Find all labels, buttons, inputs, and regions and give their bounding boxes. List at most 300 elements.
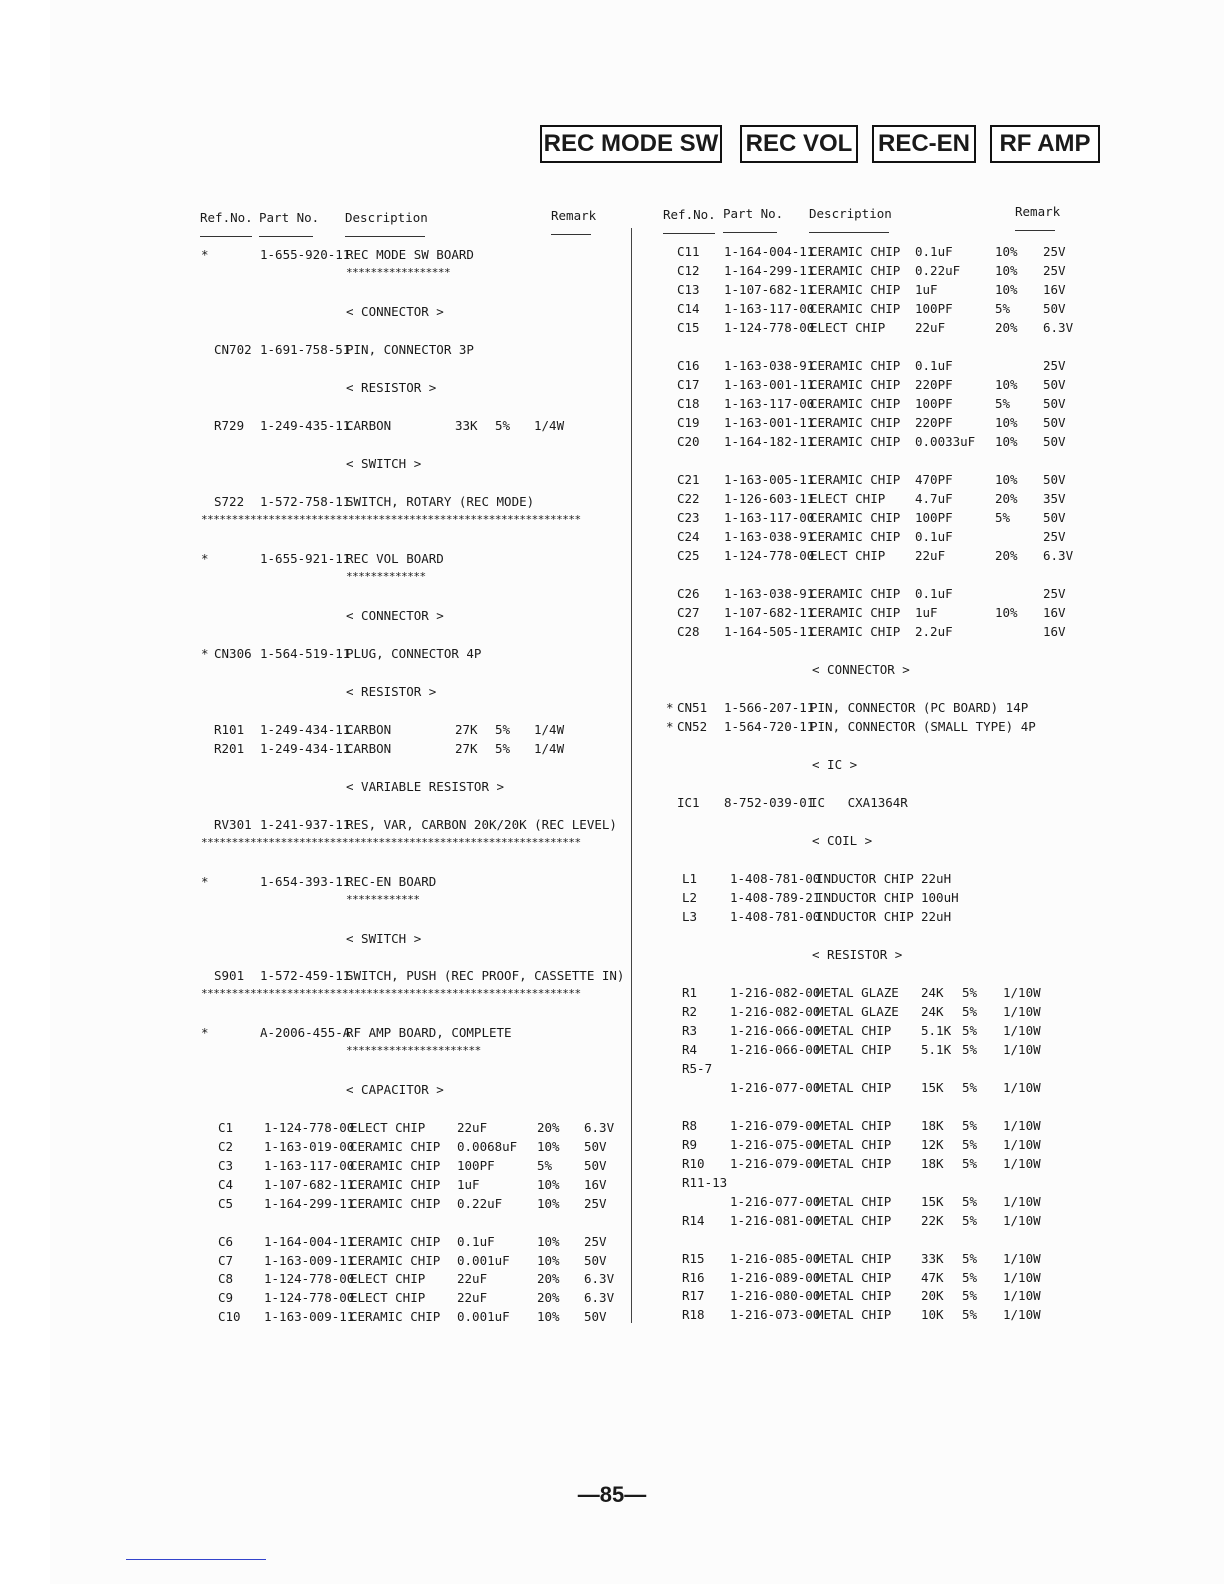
part-part: 1-124-778-00: [264, 1271, 355, 1286]
part-desc: PIN, CONNECTOR 3P: [346, 342, 474, 357]
part-rating: 1/10W: [1003, 1004, 1041, 1019]
section-heading-label: < CONNECTOR >: [346, 304, 444, 319]
part-val: 0.1uF: [915, 586, 953, 601]
part-tol: 5%: [962, 1307, 978, 1322]
part-ref: R17: [682, 1288, 705, 1303]
part-ref: IC1: [677, 795, 700, 810]
part-ref: L1: [682, 871, 698, 886]
part-rating: 1/10W: [1003, 1137, 1041, 1152]
part-mark: *: [201, 551, 209, 566]
section-heading-label: < CAPACITOR >: [346, 1082, 444, 1097]
part-rating: 1/10W: [1003, 985, 1041, 1000]
part-rating: 1/10W: [1003, 1042, 1041, 1057]
part-val: 0.0033uF: [915, 434, 976, 449]
part-tol: 10%: [537, 1309, 560, 1324]
part-part: 1-126-603-11: [724, 491, 815, 506]
part-val: 0.001uF: [457, 1253, 510, 1268]
tab-rec-mode-sw: REC MODE SW: [540, 125, 722, 163]
part-ref: R729: [214, 418, 245, 433]
part-val: 22uF: [915, 320, 946, 335]
part-ref: C12: [677, 263, 700, 278]
part-val: 0.1uF: [915, 358, 953, 373]
part-part: 1-124-778-00: [264, 1120, 355, 1135]
part-rating: 1/10W: [1003, 1194, 1041, 1209]
part-rating: 25V: [1043, 586, 1066, 601]
part-ref: C21: [677, 472, 700, 487]
part-tol: 5%: [995, 396, 1011, 411]
part-part: 1-107-682-11: [724, 605, 815, 620]
section-heading-label: < RESISTOR >: [812, 947, 903, 962]
part-rating: 1/10W: [1003, 1156, 1041, 1171]
part-rating: 50V: [1043, 301, 1066, 316]
tab-rec-vol: REC VOL: [740, 125, 858, 163]
part-desc: METAL CHIP: [816, 1288, 892, 1303]
part-desc: SWITCH, PUSH (REC PROOF, CASSETTE IN): [346, 968, 625, 983]
part-ref: C26: [677, 586, 700, 601]
part-desc: CERAMIC CHIP: [810, 244, 901, 259]
part-val: 27K: [455, 722, 478, 737]
part-tol: 10%: [537, 1177, 560, 1192]
part-desc: METAL CHIP: [816, 1023, 892, 1038]
part-ref: C1: [218, 1120, 234, 1135]
part-part: 1-216-085-00: [730, 1251, 821, 1266]
part-desc: ELECT CHIP: [810, 548, 886, 563]
part-part: 8-752-039-01: [724, 795, 815, 810]
part-rating: 1/4W: [534, 741, 565, 756]
part-part: 1-163-117-00: [264, 1158, 355, 1173]
part-val: 0.1uF: [457, 1234, 495, 1249]
left-header-rule-ref: [200, 236, 252, 237]
part-desc: METAL CHIP: [816, 1194, 892, 1209]
part-val: 22uF: [457, 1120, 488, 1135]
section-heading-label: < COIL >: [812, 833, 873, 848]
part-val: 5.1K: [921, 1023, 952, 1038]
part-val: 0.1uF: [915, 244, 953, 259]
part-part: 1-124-778-00: [724, 320, 815, 335]
part-tol: 5%: [962, 1004, 978, 1019]
part-tol: 10%: [995, 282, 1018, 297]
part-rating: 6.3V: [584, 1271, 615, 1286]
part-mark: *: [666, 700, 674, 715]
right-header-rule-part: [723, 232, 777, 233]
part-ref: CN306: [214, 646, 252, 661]
part-ref: C6: [218, 1234, 234, 1249]
part-desc: ELECT CHIP: [350, 1120, 426, 1135]
part-tol: 20%: [537, 1271, 560, 1286]
part-val: 4.7uF: [915, 491, 953, 506]
part-part: 1-124-778-00: [724, 548, 815, 563]
part-ref: CN702: [214, 342, 252, 357]
part-rating: 1/10W: [1003, 1118, 1041, 1133]
part-val: 24K: [921, 1004, 944, 1019]
part-part: 1-408-781-00: [730, 871, 821, 886]
part-rating: 25V: [1043, 529, 1066, 544]
part-desc: CERAMIC CHIP: [810, 605, 901, 620]
part-ref: CN52: [677, 719, 708, 734]
part-val: 100PF: [915, 510, 953, 525]
part-part: 1-216-077-00: [730, 1194, 821, 1209]
part-desc: CERAMIC CHIP: [810, 396, 901, 411]
part-desc: CERAMIC CHIP: [810, 529, 901, 544]
part-part: 1-564-720-11: [724, 719, 815, 734]
section-heading-label: < RESISTOR >: [346, 380, 437, 395]
part-desc: SWITCH, ROTARY (REC MODE): [346, 494, 535, 509]
part-val: 47K: [921, 1270, 944, 1285]
part-desc: METAL CHIP: [816, 1213, 892, 1228]
part-ref: CN51: [677, 700, 708, 715]
part-tol: 5%: [962, 1288, 978, 1303]
part-tol: 10%: [995, 377, 1018, 392]
section-heading-label: < CONNECTOR >: [812, 662, 910, 677]
part-val: 27K: [455, 741, 478, 756]
part-ref: R18: [682, 1307, 705, 1322]
part-ref: R15: [682, 1251, 705, 1266]
part-rating: 50V: [1043, 472, 1066, 487]
part-desc: CERAMIC CHIP: [810, 301, 901, 316]
part-ref: C13: [677, 282, 700, 297]
right-header-rule-desc: [809, 232, 889, 233]
part-part: 1-216-082-00: [730, 1004, 821, 1019]
part-rating: 50V: [1043, 377, 1066, 392]
part-desc: ELECT CHIP: [350, 1271, 426, 1286]
part-tol: 5%: [962, 1137, 978, 1152]
part-mark: *: [201, 646, 209, 661]
part-val: 0.1uF: [915, 529, 953, 544]
part-part: 1-163-005-11: [724, 472, 815, 487]
part-desc: REC-EN BOARD: [346, 874, 437, 889]
part-desc: ELECT CHIP: [350, 1290, 426, 1305]
part-rating: 25V: [584, 1234, 607, 1249]
part-desc: RF AMP BOARD, COMPLETE: [346, 1025, 512, 1040]
part-tol: 10%: [537, 1196, 560, 1211]
part-ref: C2: [218, 1139, 234, 1154]
part-part: 1-164-299-11: [724, 263, 815, 278]
board-tab-strip: [540, 125, 1110, 169]
part-rating: 6.3V: [1043, 320, 1074, 335]
part-ref: C3: [218, 1158, 234, 1173]
part-desc: INDUCTOR CHIP: [816, 909, 914, 924]
part-part: 1-163-038-91: [724, 586, 815, 601]
part-val: 18K: [921, 1156, 944, 1171]
section-heading-label: < CONNECTOR >: [346, 608, 444, 623]
part-part: 1-216-077-00: [730, 1080, 821, 1095]
section-heading-label: < VARIABLE RESISTOR >: [346, 779, 505, 794]
part-desc: CERAMIC CHIP: [350, 1309, 441, 1324]
part-ref: S722: [214, 494, 245, 509]
part-val: 2.2uF: [915, 624, 953, 639]
part-part: 1-249-434-11: [260, 722, 351, 737]
part-ref: S901: [214, 968, 245, 983]
part-part: 1-163-001-11: [724, 415, 815, 430]
part-val: 5.1K: [921, 1042, 952, 1057]
part-ref: R201: [214, 741, 245, 756]
part-desc: METAL CHIP: [816, 1118, 892, 1133]
part-desc: REC MODE SW BOARD: [346, 247, 474, 262]
part-part: 1-164-004-11: [264, 1234, 355, 1249]
part-part: 1-572-758-11: [260, 494, 351, 509]
part-tol: 10%: [995, 472, 1018, 487]
part-tol: 5%: [995, 301, 1011, 316]
part-tol: 5%: [495, 418, 511, 433]
part-tol: 5%: [962, 1251, 978, 1266]
part-desc: RES, VAR, CARBON 20K/20K (REC LEVEL): [346, 817, 617, 832]
part-val: 24K: [921, 985, 944, 1000]
stars-text: *************: [346, 570, 426, 583]
part-part: 1-654-393-11: [260, 874, 351, 889]
separator-text: **************************************************************: [201, 513, 581, 526]
part-desc: CERAMIC CHIP: [350, 1253, 441, 1268]
tab-rec-en: REC-EN: [872, 125, 976, 163]
part-rating: 6.3V: [584, 1290, 615, 1305]
part-ref: C10: [218, 1309, 241, 1324]
part-rating: 25V: [1043, 263, 1066, 278]
separator-text: **************************************************************: [201, 836, 581, 849]
part-part: 1-124-778-00: [264, 1290, 355, 1305]
part-ref: C20: [677, 434, 700, 449]
part-part: 1-164-505-11: [724, 624, 815, 639]
part-ref: C15: [677, 320, 700, 335]
stars-text: ************: [346, 893, 420, 906]
part-val: 1uF: [457, 1177, 480, 1192]
part-part: 1-163-117-00: [724, 510, 815, 525]
part-part: 1-572-459-11: [260, 968, 351, 983]
left-header-remark: Remark: [551, 208, 597, 223]
part-desc: METAL GLAZE: [816, 985, 899, 1000]
part-desc: ELECT CHIP: [810, 320, 886, 335]
part-rating: 16V: [1043, 605, 1066, 620]
part-val: 220PF: [915, 377, 953, 392]
part-tol: 5%: [962, 1118, 978, 1133]
part-rating: 6.3V: [1043, 548, 1074, 563]
part-rating: 1/10W: [1003, 1023, 1041, 1038]
part-desc: CERAMIC CHIP: [810, 510, 901, 525]
part-rating: 50V: [1043, 510, 1066, 525]
part-part: 1-216-089-00: [730, 1270, 821, 1285]
part-desc: CERAMIC CHIP: [810, 586, 901, 601]
part-rating: 1/10W: [1003, 1270, 1041, 1285]
part-val: 22uH: [921, 871, 952, 886]
part-desc: METAL CHIP: [816, 1137, 892, 1152]
part-desc: CERAMIC CHIP: [350, 1158, 441, 1173]
part-part: 1-216-080-00: [730, 1288, 821, 1303]
part-val: 100PF: [915, 396, 953, 411]
part-val: 33K: [921, 1251, 944, 1266]
part-val: 10K: [921, 1307, 944, 1322]
part-ref: C7: [218, 1253, 234, 1268]
part-ref: R14: [682, 1213, 705, 1228]
part-rating: 1/4W: [534, 418, 565, 433]
part-ref: C25: [677, 548, 700, 563]
part-desc: REC VOL BOARD: [346, 551, 444, 566]
right-header-rule-ref: [663, 233, 715, 234]
part-desc: CERAMIC CHIP: [810, 434, 901, 449]
part-part: 1-655-921-11: [260, 551, 351, 566]
part-val: 15K: [921, 1080, 944, 1095]
right-header-remark: Remark: [1015, 204, 1061, 219]
part-rating: 6.3V: [584, 1120, 615, 1135]
right-header-part: Part No.: [723, 206, 784, 221]
tab-rf-amp: RF AMP: [990, 125, 1100, 163]
part-rating: 25V: [584, 1196, 607, 1211]
part-ref: C19: [677, 415, 700, 430]
part-tol: 5%: [962, 1194, 978, 1209]
part-part: 1-163-009-11: [264, 1253, 355, 1268]
part-desc: CERAMIC CHIP: [350, 1177, 441, 1192]
part-part: 1-216-066-00: [730, 1023, 821, 1038]
part-ref: R4: [682, 1042, 698, 1057]
separator-text: **************************************************************: [201, 987, 581, 1000]
part-desc: METAL CHIP: [816, 1307, 892, 1322]
right-header-rule-remark: [1015, 230, 1055, 231]
part-val: 22uF: [457, 1290, 488, 1305]
part-desc: METAL CHIP: [816, 1270, 892, 1285]
column-divider: [631, 228, 632, 1323]
part-tol: 5%: [495, 722, 511, 737]
part-rating: 1/10W: [1003, 1307, 1041, 1322]
part-desc: CERAMIC CHIP: [350, 1196, 441, 1211]
part-mark: *: [201, 874, 209, 889]
part-val: 22uF: [915, 548, 946, 563]
part-rating: 35V: [1043, 491, 1066, 506]
part-part: 1-408-781-00: [730, 909, 821, 924]
part-ref: C16: [677, 358, 700, 373]
part-tol: 10%: [995, 434, 1018, 449]
part-part: 1-163-009-11: [264, 1309, 355, 1324]
part-ref: R101: [214, 722, 245, 737]
part-mark: *: [666, 719, 674, 734]
section-heading-label: < SWITCH >: [346, 931, 422, 946]
part-val: 22K: [921, 1213, 944, 1228]
part-ref: RV301: [214, 817, 252, 832]
part-part: 1-691-758-51: [260, 342, 351, 357]
part-part: 1-408-789-21: [730, 890, 821, 905]
part-ref: C17: [677, 377, 700, 392]
part-part: 1-107-682-11: [264, 1177, 355, 1192]
part-part: 1-164-299-11: [264, 1196, 355, 1211]
part-desc: METAL CHIP: [816, 1251, 892, 1266]
part-ref: R1: [682, 985, 698, 1000]
part-part: 1-163-038-91: [724, 529, 815, 544]
part-val: 100PF: [915, 301, 953, 316]
left-header-rule-remark: [551, 234, 591, 235]
part-part: 1-216-075-00: [730, 1137, 821, 1152]
part-ref: C9: [218, 1290, 234, 1305]
part-desc: CERAMIC CHIP: [810, 263, 901, 278]
part-rating: 50V: [584, 1158, 607, 1173]
part-val: 0.0068uF: [457, 1139, 518, 1154]
part-ref: C23: [677, 510, 700, 525]
part-desc: CARBON: [346, 741, 392, 756]
section-heading-label: < SWITCH >: [346, 456, 422, 471]
part-part: 1-216-079-00: [730, 1156, 821, 1171]
part-val: 0.22uF: [915, 263, 961, 278]
section-heading-label: < IC >: [812, 757, 858, 772]
part-ref: R5-7: [682, 1061, 713, 1076]
part-ref: R3: [682, 1023, 698, 1038]
part-val: 1uF: [915, 605, 938, 620]
part-desc: PIN, CONNECTOR (PC BOARD) 14P: [810, 700, 1029, 715]
part-ref: C27: [677, 605, 700, 620]
part-rating: 1/4W: [534, 722, 565, 737]
part-tol: 10%: [995, 244, 1018, 259]
part-desc: CERAMIC CHIP: [810, 358, 901, 373]
part-val: 0.001uF: [457, 1309, 510, 1324]
part-ref: L2: [682, 890, 698, 905]
left-header-desc: Description: [345, 210, 428, 225]
part-tol: 20%: [995, 320, 1018, 335]
part-rating: 50V: [1043, 434, 1066, 449]
part-part: 1-249-434-11: [260, 741, 351, 756]
part-desc: INDUCTOR CHIP: [816, 890, 914, 905]
part-rating: 50V: [584, 1139, 607, 1154]
part-desc: METAL GLAZE: [816, 1004, 899, 1019]
left-header-rule-desc: [345, 236, 425, 237]
part-desc: IC CXA1364R: [810, 795, 908, 810]
stars-text: **********************: [346, 1044, 481, 1057]
part-val: 220PF: [915, 415, 953, 430]
part-desc: CARBON: [346, 722, 392, 737]
part-desc: CERAMIC CHIP: [810, 472, 901, 487]
right-header-desc: Description: [809, 206, 892, 221]
part-tol: 5%: [962, 1080, 978, 1095]
part-ref: R9: [682, 1137, 698, 1152]
part-tol: 10%: [995, 605, 1018, 620]
part-tol: 5%: [995, 510, 1011, 525]
part-tol: 5%: [962, 1270, 978, 1285]
part-val: 470PF: [915, 472, 953, 487]
part-tol: 5%: [962, 1156, 978, 1171]
part-rating: 50V: [584, 1309, 607, 1324]
left-header-part: Part No.: [259, 210, 320, 225]
part-part: 1-164-182-11: [724, 434, 815, 449]
part-val: 18K: [921, 1118, 944, 1133]
part-tol: 5%: [962, 985, 978, 1000]
part-val: 22uH: [921, 909, 952, 924]
part-ref: R16: [682, 1270, 705, 1285]
part-desc: CERAMIC CHIP: [350, 1234, 441, 1249]
part-tol: 20%: [995, 548, 1018, 563]
part-ref: R2: [682, 1004, 698, 1019]
part-ref: C8: [218, 1271, 234, 1286]
part-part: 1-163-117-00: [724, 396, 815, 411]
part-ref: C24: [677, 529, 700, 544]
part-ref: R11-13: [682, 1175, 728, 1190]
part-part: 1-163-019-00: [264, 1139, 355, 1154]
part-rating: 50V: [1043, 396, 1066, 411]
part-desc: PIN, CONNECTOR (SMALL TYPE) 4P: [810, 719, 1036, 734]
part-part: 1-163-001-11: [724, 377, 815, 392]
part-part: 1-655-920-11: [260, 247, 351, 262]
part-tol: 5%: [962, 1023, 978, 1038]
part-val: 15K: [921, 1194, 944, 1209]
part-rating: 1/10W: [1003, 1080, 1041, 1095]
part-tol: 20%: [995, 491, 1018, 506]
part-ref: C4: [218, 1177, 234, 1192]
part-tol: 10%: [995, 415, 1018, 430]
part-part: 1-164-004-11: [724, 244, 815, 259]
part-val: 100uH: [921, 890, 959, 905]
part-val: 100PF: [457, 1158, 495, 1173]
part-tol: 20%: [537, 1120, 560, 1135]
part-val: 12K: [921, 1137, 944, 1152]
part-mark: *: [201, 247, 209, 262]
part-mark: *: [201, 1025, 209, 1040]
page-number: —85—: [577, 1482, 647, 1507]
part-tol: 10%: [537, 1139, 560, 1154]
part-rating: 1/10W: [1003, 1251, 1041, 1266]
part-val: 0.22uF: [457, 1196, 503, 1211]
part-rating: 25V: [1043, 358, 1066, 373]
